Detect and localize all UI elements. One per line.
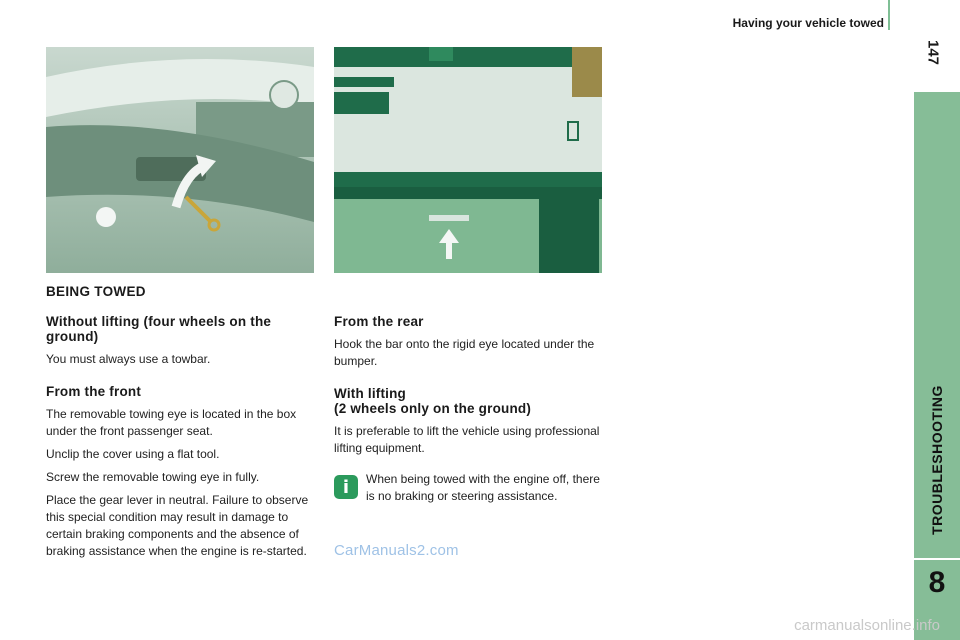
footer-watermark: carmanualsonline.info	[794, 617, 940, 634]
from-front-para-3: Screw the removable towing eye in fully.	[46, 470, 260, 484]
from-front-title: From the front	[46, 384, 142, 399]
from-front-para-2: Unclip the cover using a flat tool.	[46, 447, 220, 461]
chapter-label-text: TROUBLESHOOTING	[929, 385, 945, 535]
with-lifting-text: It is preferable to lift the vehicle using professional lifting equipment.	[334, 424, 600, 455]
chapter-number: 8	[928, 566, 946, 599]
from-rear-title: From the rear	[334, 314, 424, 329]
right-text-column	[334, 314, 604, 511]
from-front-para-1: The removable towing eye is located in the box under the front passenger seat.	[46, 407, 297, 438]
page-header-title: Having your vehicle towed	[732, 16, 884, 30]
with-lifting-title-line1: With lifting	[334, 386, 407, 401]
info-icon: i	[334, 475, 358, 499]
chapter-label	[917, 360, 957, 560]
section-heading: BEING TOWED	[46, 284, 146, 299]
tab-divider	[914, 558, 960, 560]
info-note	[334, 471, 604, 505]
page-number: 147	[924, 39, 942, 66]
from-front-para-4: Place the gear lever in neutral. Failure to observe this special condition may result in damage to certain braking components and the absence of braking assistance when the engine is re-started.	[46, 493, 309, 558]
left-text-column	[46, 284, 314, 566]
with-lifting-title	[334, 386, 604, 416]
front-bumper-photo	[46, 47, 314, 273]
info-note-text: When being towed with the engine off, there is no braking or steering assistance.	[366, 472, 600, 503]
without-lifting-title: Without lifting (four wheels on the ground)	[46, 314, 272, 344]
from-rear-text: Hook the bar onto the rigid eye located under the bumper.	[334, 337, 595, 368]
inline-watermark: CarManuals2.com	[334, 542, 459, 559]
header-rule	[888, 0, 890, 30]
without-lifting-text: You must always use a towbar.	[46, 352, 211, 366]
rear-bumper-photo	[334, 47, 602, 273]
with-lifting-title-line2: (2 wheels only on the ground)	[334, 401, 532, 416]
